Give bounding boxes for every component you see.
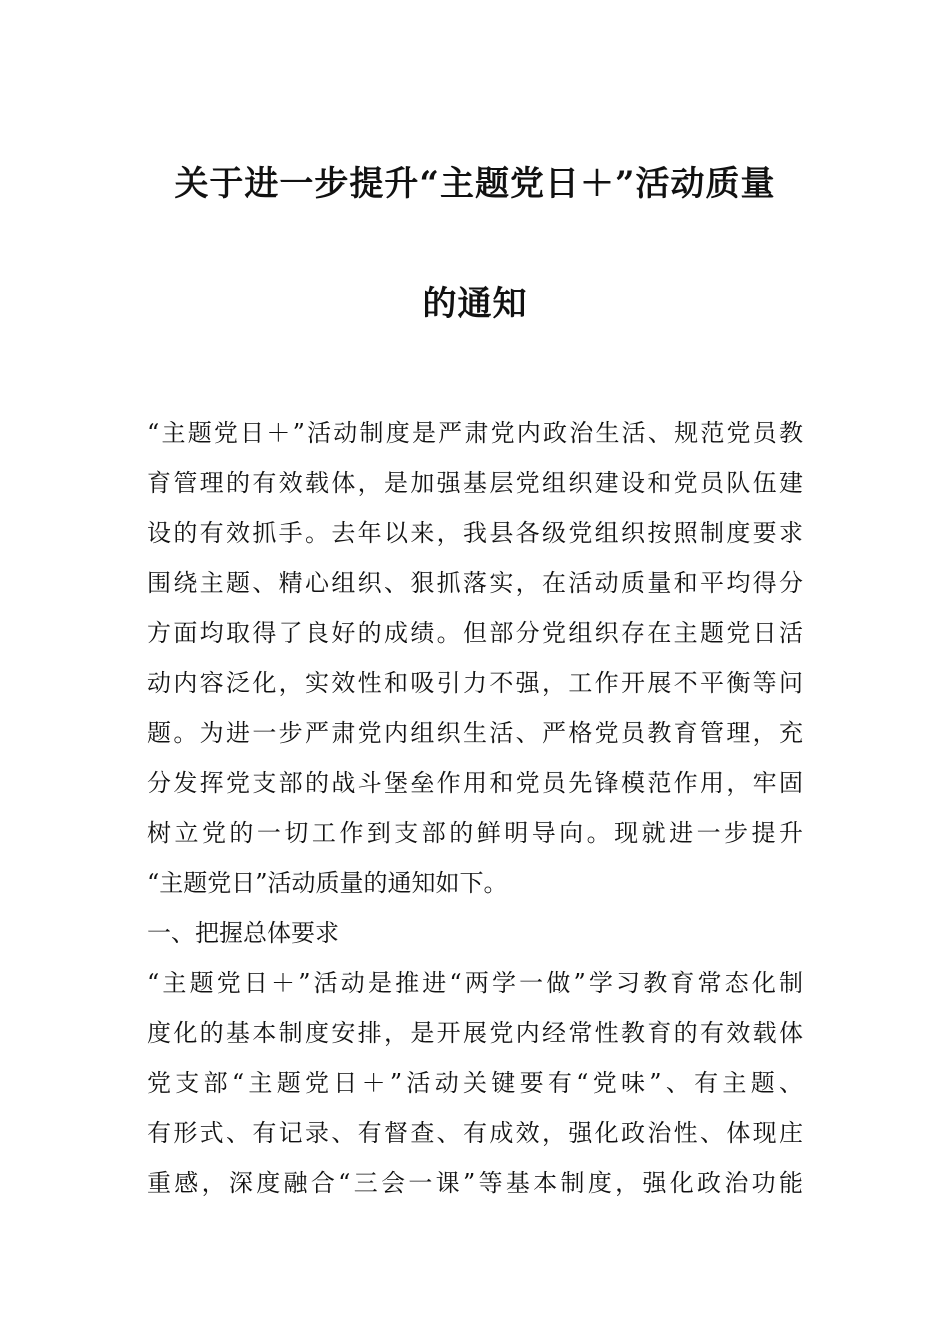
text-line: 题。为进一步严肃党内组织生活、严格党员教育管理，充 bbox=[147, 719, 803, 747]
paragraph-intro bbox=[147, 408, 803, 908]
text-line: 分发挥党支部的战斗堡垒作用和党员先锋模范作用，牢固 bbox=[147, 769, 803, 797]
text-line: 党支部“主题党日＋”活动关键要有“党味”、有主题、 bbox=[147, 1069, 803, 1097]
document-title-line-1: 关于进一步提升“主题党日＋”活动质量 bbox=[174, 164, 776, 204]
document-body bbox=[147, 408, 803, 1208]
text-line: 设的有效抓手。去年以来，我县各级党组织按照制度要求 bbox=[147, 519, 803, 547]
text-line: 树立党的一切工作到支部的鲜明导向。现就进一步提升 bbox=[147, 819, 803, 847]
text-line: 育管理的有效载体，是加强基层党组织建设和党员队伍建 bbox=[147, 469, 803, 497]
paragraph-requirements bbox=[147, 958, 803, 1208]
text-line: 围绕主题、精心组织、狠抓落实，在活动质量和平均得分 bbox=[147, 569, 803, 597]
text-line: 重感，深度融合“三会一课”等基本制度，强化政治功能 bbox=[147, 1169, 803, 1197]
document-title-line-2: 的通知 bbox=[422, 284, 528, 324]
text-line: 有形式、有记录、有督查、有成效，强化政治性、体现庄 bbox=[147, 1119, 803, 1147]
text-line: 度化的基本制度安排，是开展党内经常性教育的有效载体 bbox=[147, 1019, 803, 1047]
text-line: “主题党日＋”活动是推进“两学一做”学习教育常态化制 bbox=[147, 969, 803, 997]
section-heading-1: 一、把握总体要求 bbox=[147, 919, 339, 947]
text-line: “主题党日”活动质量的通知如下。 bbox=[147, 869, 508, 897]
text-line: 方面均取得了良好的成绩。但部分党组织存在主题党日活 bbox=[147, 619, 803, 647]
text-line: 动内容泛化，实效性和吸引力不强，工作开展不平衡等问 bbox=[147, 669, 803, 697]
text-line: “主题党日＋”活动制度是严肃党内政治生活、规范党员教 bbox=[147, 419, 803, 447]
